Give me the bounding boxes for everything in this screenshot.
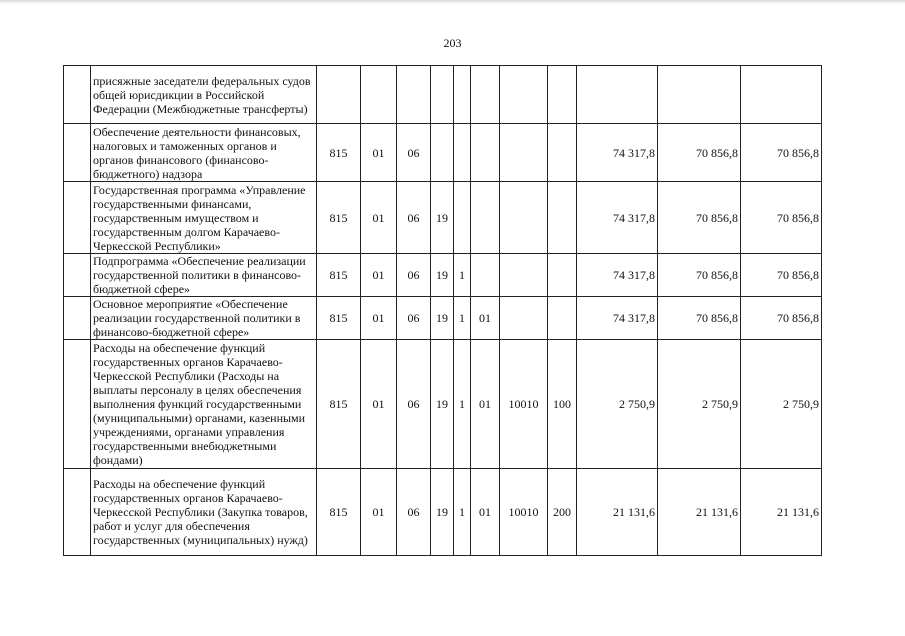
- row-description: Государственная программа «Управление государственными финансами, государственным имуществом и государственным долгом Карачаево-Черкесской Республики»: [91, 182, 317, 254]
- amount-year-2: 70 856,8: [658, 182, 741, 254]
- ministry-code: [317, 66, 361, 124]
- subsection-code: 06: [397, 469, 431, 556]
- amount-year-2: 70 856,8: [658, 297, 741, 340]
- ministry-code: 815: [317, 182, 361, 254]
- amount-year-3: 21 131,6: [741, 469, 822, 556]
- expense-type-code: 100: [548, 340, 577, 469]
- subsection-code: 06: [397, 340, 431, 469]
- amount-year-2: [658, 66, 741, 124]
- program-code: [431, 124, 454, 182]
- amount-year-2: 70 856,8: [658, 254, 741, 297]
- amount-year-2: 70 856,8: [658, 124, 741, 182]
- row-index-cell: [64, 469, 91, 556]
- expense-type-code: [548, 124, 577, 182]
- amount-year-3: 70 856,8: [741, 297, 822, 340]
- activity-code: [471, 124, 500, 182]
- activity-code: 01: [471, 340, 500, 469]
- table-row: [64, 124, 822, 182]
- row-description: Основное мероприятие «Обеспечение реализации государственной политики в финансово-бюджетной сфере»: [91, 297, 317, 340]
- activity-code: 01: [471, 297, 500, 340]
- amount-year-2: 2 750,9: [658, 340, 741, 469]
- amount-year-3: 2 750,9: [741, 340, 822, 469]
- row-description: Расходы на обеспечение функций государственных органов Карачаево-Черкесской Республики (Закупка товаров, работ и услуг для обеспечения государственных (муниципальных) нужд): [91, 469, 317, 556]
- ministry-code: 815: [317, 254, 361, 297]
- ministry-code: 815: [317, 297, 361, 340]
- program-code: 19: [431, 340, 454, 469]
- ministry-code: 815: [317, 124, 361, 182]
- amount-year-3: [741, 66, 822, 124]
- amount-year-1: 74 317,8: [577, 254, 658, 297]
- table-row: [64, 182, 822, 254]
- section-code: [361, 66, 397, 124]
- subprogram-code: [454, 182, 471, 254]
- amount-year-2: 21 131,6: [658, 469, 741, 556]
- amount-year-1: 2 750,9: [577, 340, 658, 469]
- subsection-code: 06: [397, 124, 431, 182]
- subprogram-code: 1: [454, 254, 471, 297]
- amount-year-3: 70 856,8: [741, 182, 822, 254]
- table-row: [64, 340, 822, 469]
- subprogram-code: [454, 66, 471, 124]
- ministry-code: 815: [317, 469, 361, 556]
- subsection-code: 06: [397, 182, 431, 254]
- activity-code: [471, 182, 500, 254]
- section-code: 01: [361, 297, 397, 340]
- direction-code: [500, 182, 548, 254]
- ministry-code: 815: [317, 340, 361, 469]
- row-index-cell: [64, 297, 91, 340]
- expense-type-code: [548, 66, 577, 124]
- section-code: 01: [361, 340, 397, 469]
- program-code: 19: [431, 182, 454, 254]
- amount-year-1: 74 317,8: [577, 182, 658, 254]
- row-description: Подпрограмма «Обеспечение реализации государственной политики в финансово-бюджетной сфере»: [91, 254, 317, 297]
- table-row: [64, 254, 822, 297]
- subprogram-code: 1: [454, 297, 471, 340]
- row-index-cell: [64, 340, 91, 469]
- activity-code: [471, 254, 500, 297]
- program-code: 19: [431, 297, 454, 340]
- subsection-code: 06: [397, 254, 431, 297]
- amount-year-3: 70 856,8: [741, 124, 822, 182]
- row-description: Обеспечение деятельности финансовых, налоговых и таможенных органов и органов финансового (финансово-бюджетного) надзора: [91, 124, 317, 182]
- amount-year-1: 21 131,6: [577, 469, 658, 556]
- direction-code: [500, 124, 548, 182]
- subprogram-code: 1: [454, 469, 471, 556]
- expense-type-code: [548, 182, 577, 254]
- row-index-cell: [64, 182, 91, 254]
- program-code: [431, 66, 454, 124]
- scan-edge: [0, 0, 905, 4]
- section-code: 01: [361, 182, 397, 254]
- amount-year-1: [577, 66, 658, 124]
- section-code: 01: [361, 124, 397, 182]
- direction-code: [500, 254, 548, 297]
- subsection-code: 06: [397, 297, 431, 340]
- direction-code: [500, 297, 548, 340]
- expense-type-code: [548, 297, 577, 340]
- table-row: [64, 469, 822, 556]
- program-code: 19: [431, 469, 454, 556]
- row-index-cell: [64, 66, 91, 124]
- direction-code: 10010: [500, 340, 548, 469]
- activity-code: 01: [471, 469, 500, 556]
- activity-code: [471, 66, 500, 124]
- budget-table: [63, 65, 822, 556]
- subprogram-code: 1: [454, 340, 471, 469]
- row-index-cell: [64, 124, 91, 182]
- amount-year-1: 74 317,8: [577, 124, 658, 182]
- program-code: 19: [431, 254, 454, 297]
- amount-year-3: 70 856,8: [741, 254, 822, 297]
- row-description: присяжные заседатели федеральных судов общей юрисдикции в Российской Федерации (Межбюджетные трансферты): [91, 66, 317, 124]
- row-description: Расходы на обеспечение функций государственных органов Карачаево-Черкесской Республики (Расходы на выплаты персоналу в целях обеспечения выполнения функций государственными (муниципальными) органами, казенными учреждениями, органами управления государственными внебюджетными фондами): [91, 340, 317, 469]
- direction-code: 10010: [500, 469, 548, 556]
- subprogram-code: [454, 124, 471, 182]
- direction-code: [500, 66, 548, 124]
- page-number: 203: [443, 36, 462, 50]
- section-code: 01: [361, 254, 397, 297]
- table-row: [64, 66, 822, 124]
- section-code: 01: [361, 469, 397, 556]
- expense-type-code: [548, 254, 577, 297]
- row-index-cell: [64, 254, 91, 297]
- table-row: [64, 297, 822, 340]
- amount-year-1: 74 317,8: [577, 297, 658, 340]
- subsection-code: [397, 66, 431, 124]
- expense-type-code: 200: [548, 469, 577, 556]
